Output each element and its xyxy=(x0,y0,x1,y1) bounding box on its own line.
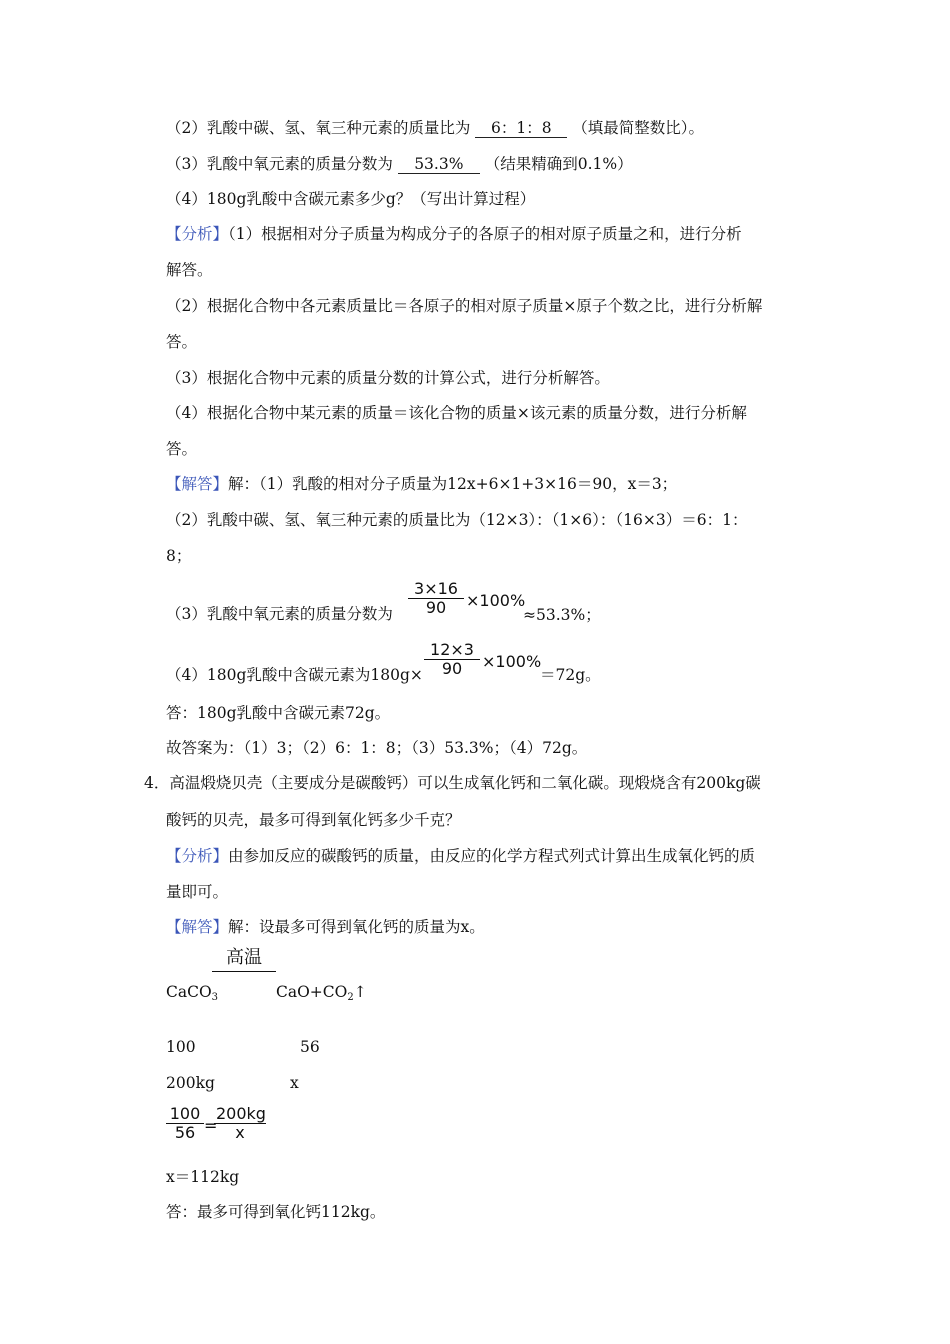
q4-stem: 4．高温煅烧贝壳（主要成分是碳酸钙）可以生成氧化钙和二氧化碳。现煅烧含有200kg碳 xyxy=(144,774,761,792)
q3-analysis-4-cont: 答。 xyxy=(166,440,198,458)
solution-tag: 【解答】 xyxy=(166,918,229,936)
q3-solution-2-cont: 8； xyxy=(166,547,192,565)
q3-solution-3-text: （3）乳酸中氧元素的质量分数为 xyxy=(166,605,393,623)
q3-answer-line: 答：180g乳酸中含碳元素72g。 xyxy=(166,704,391,722)
q3-analysis-1: 【分析】（1）根据相对分子质量为构成分子的各原子的相对原子质量之和，进行分析 xyxy=(166,225,742,243)
q3-solution-2: （2）乳酸中碳、氢、氧三种元素的质量比为（12×3）：（1×6）：（16×3）＝6：1： xyxy=(166,511,748,529)
mass-product: 56 xyxy=(300,1038,320,1056)
q3-solution-4-text: （4）180g乳酸中含碳元素为180g× xyxy=(166,666,423,684)
ratio-left xyxy=(166,1105,204,1142)
q3-analysis-1-cont: 解答。 xyxy=(166,261,213,279)
q4-analysis: 【分析】由参加反应的碳酸钙的质量，由反应的化学方程式列式计算出生成氧化钙的质 xyxy=(166,847,756,865)
answer-blank: 53.3% xyxy=(398,155,480,174)
q4-analysis-cont: 量即可。 xyxy=(166,883,229,901)
q3-final-answer: 故答案为：（1）3；（2）6：1：8；（3）53.3%；（4）72g。 xyxy=(166,739,588,757)
q3-part3: （3）乳酸中氧元素的质量分数为 53.3% （结果精确到0.1%） xyxy=(166,155,633,173)
fraction-numerator: 12×3 xyxy=(430,640,474,659)
q4-solution-intro: 【解答】解：设最多可得到氧化钙的质量为x。 xyxy=(166,918,485,936)
reaction-condition-line xyxy=(212,971,276,972)
equation-reactant: CaCO$_3$ xyxy=(166,983,219,1003)
q4-conclusion: 答：最多可得到氧化钙112kg。 xyxy=(166,1203,386,1221)
analysis-tag: 【分析】 xyxy=(166,847,229,865)
q3-part4: （4）180g乳酸中含碳元素多少g？（写出计算过程） xyxy=(166,190,536,208)
fraction-denominator: 56 xyxy=(174,1123,196,1142)
fraction-numerator: 200kg xyxy=(216,1104,266,1123)
given-product: x xyxy=(290,1074,299,1092)
q3-part2: （2）乳酸中碳、氢、氧三种元素的质量比为 6：1：8 （填最简整数比）。 xyxy=(166,119,705,137)
q3-analysis-3: （3）根据化合物中元素的质量分数的计算公式，进行分析解答。 xyxy=(166,369,610,387)
ratio-right xyxy=(214,1105,266,1142)
q3-solution-4-result: ＝72g。 xyxy=(540,666,601,684)
q4-result: x＝112kg xyxy=(166,1168,240,1186)
solution-tag: 【解答】 xyxy=(166,475,229,493)
q4-stem-cont: 酸钙的贝壳，最多可得到氧化钙多少千克？ xyxy=(166,811,461,829)
fraction-numerator: 100 xyxy=(169,1104,201,1123)
percent-multiplier: ×100% xyxy=(482,652,542,671)
answer-blank: 6：1：8 xyxy=(475,119,567,138)
q3-analysis-2: （2）根据化合物中各元素质量比＝各原子的相对原子质量×原子个数之比，进行分析解 xyxy=(166,297,763,315)
q3-analysis-2-cont: 答。 xyxy=(166,333,198,351)
mass-reactant: 100 xyxy=(166,1038,196,1056)
fraction-denominator: x xyxy=(235,1123,245,1142)
fraction-carbon xyxy=(424,641,480,678)
fraction-denominator: 90 xyxy=(441,659,463,678)
percent-multiplier: ×100% xyxy=(466,591,526,610)
reaction-condition: 高温 xyxy=(210,948,278,972)
q3-analysis-4: （4）根据化合物中某元素的质量＝该化合物的质量×该元素的质量分数，进行分析解 xyxy=(166,404,747,422)
equals-sign: = xyxy=(204,1116,218,1135)
q3-solution-1: 【解答】解：（1）乳酸的相对分子质量为12x+6×1+3×16＝90，x＝3； xyxy=(166,475,678,493)
fraction-denominator: 90 xyxy=(425,598,447,617)
q3-solution-3-result: ≈53.3%； xyxy=(523,606,601,624)
equation-products: $CaO+CO_2↑$ xyxy=(276,983,367,1003)
fraction-numerator: 3×16 xyxy=(414,579,458,598)
fraction-oxygen xyxy=(408,580,464,617)
gas-arrow-icon: ↑ xyxy=(353,983,367,1001)
analysis-tag: 【分析】 xyxy=(166,225,229,243)
given-reactant: 200kg xyxy=(166,1074,215,1092)
question-number: 4． xyxy=(144,774,170,792)
